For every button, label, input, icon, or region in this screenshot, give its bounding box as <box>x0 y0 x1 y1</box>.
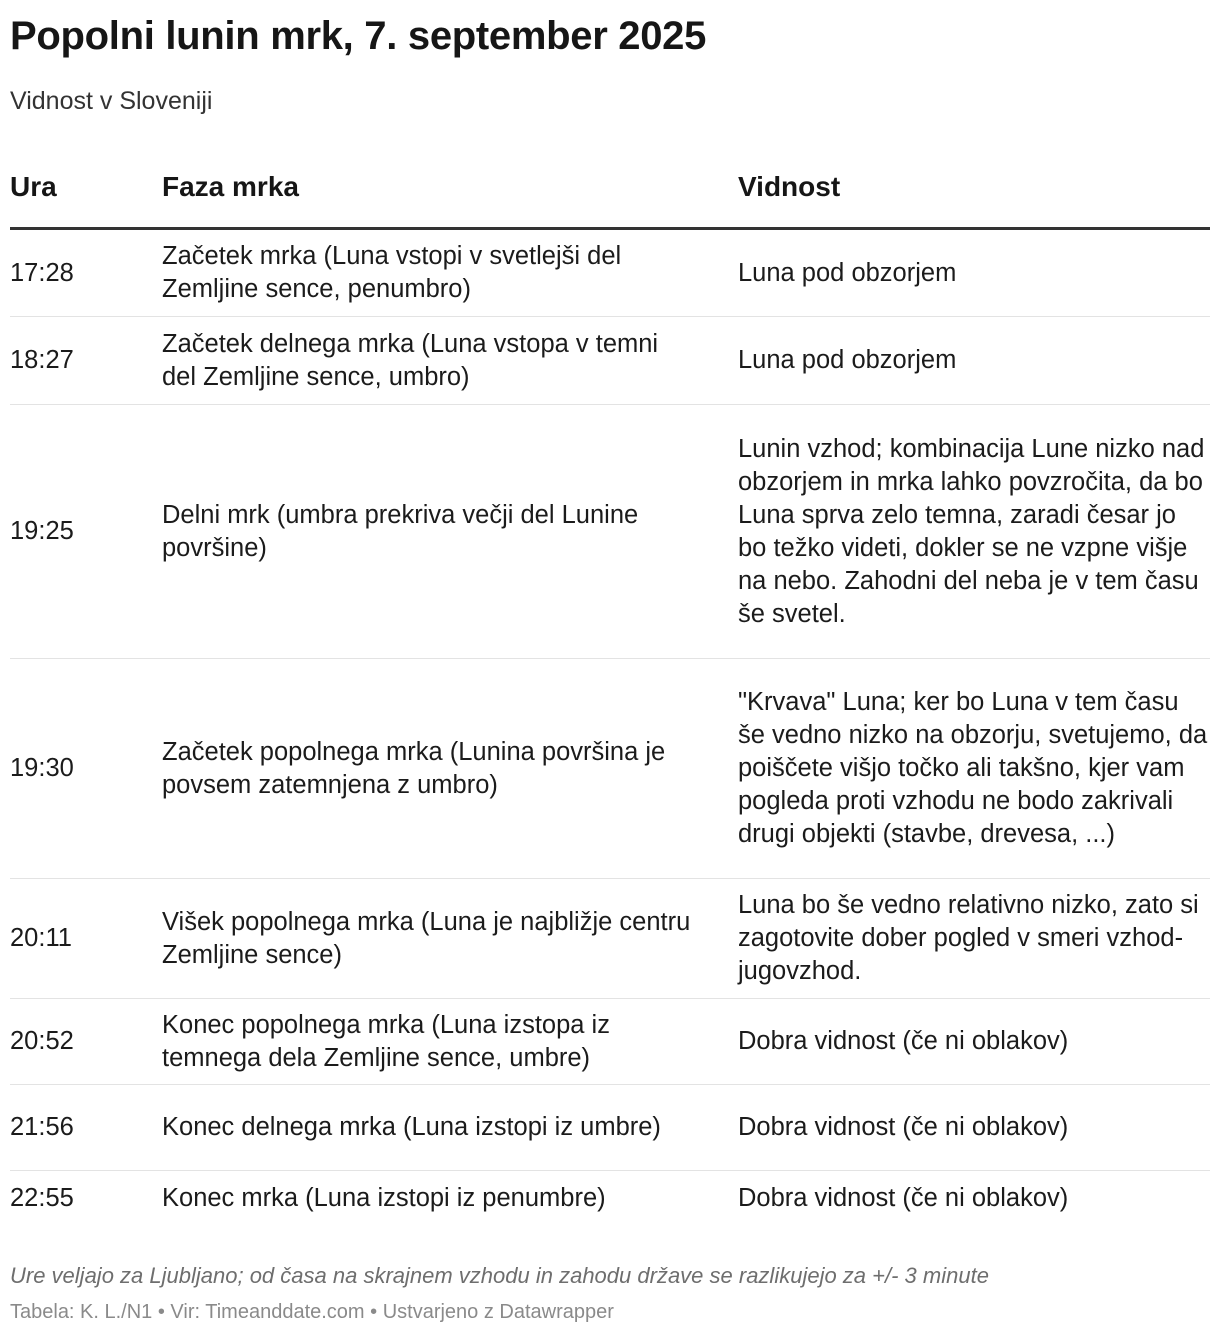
table-header-row <box>10 171 1210 229</box>
cell-visibility: Dobra vidnost (če ni oblakov) <box>738 1184 1069 1213</box>
column-header-phase[interactable]: Faza mrka <box>162 171 738 229</box>
page-title: Popolni lunin mrk, 7. september 2025 <box>10 14 707 58</box>
cell-phase: Konec mrka (Luna izstopi iz penumbre) <box>162 1184 606 1213</box>
cell-phase: Delni mrk (umbra prekriva večji del Lunine površine) <box>162 405 738 659</box>
cell-phase: Začetek mrka (Luna vstopi v svetlejši del Zemljine sence, penumbro) <box>162 229 738 317</box>
cell-phase: Višek popolnega mrka (Luna je najbližje centru Zemljine sence) <box>162 879 738 999</box>
table-row <box>10 229 1210 317</box>
table-row <box>10 317 1210 405</box>
cell-visibility: "Krvava" Luna; ker bo Luna v tem času še vedno nizko na obzorju, svetujemo, da poiščete višjo točko ali takšno, kjer vam pogleda proti vzhodu ne bodo zakrivali drugi objekti (stavbe, drevesa, ...) <box>738 659 1210 879</box>
cell-time: 22:55 <box>10 1184 74 1213</box>
cell-time: 20:11 <box>10 879 162 999</box>
cell-phase: Začetek popolnega mrka (Lunina površina je povsem zatemnjena z umbro) <box>162 659 738 879</box>
cell-visibility: Luna pod obzorjem <box>738 317 1210 405</box>
cell-phase: Konec delnega mrka (Luna izstopi iz umbre) <box>162 1085 738 1171</box>
table-row <box>10 879 1210 999</box>
cell-visibility: Luna bo še vedno relativno nizko, zato si zagotovite dober pogled v smeri vzhod-jugovzhod. <box>738 879 1210 999</box>
page-subtitle: Vidnost v Sloveniji <box>10 87 213 115</box>
cell-phase: Začetek delnega mrka (Luna vstopa v temni del Zemljine sence, umbro) <box>162 317 738 405</box>
cell-time: 19:30 <box>10 659 162 879</box>
cell-time: 19:25 <box>10 405 162 659</box>
cell-visibility: Lunin vzhod; kombinacija Lune nizko nad obzorjem in mrka lahko povzročita, da bo Luna sprva zelo temna, zaradi česar jo bo težko videti, dokler se ne vzpne višje na nebo. Zahodni del neba je v tem času še svetel. <box>738 405 1210 659</box>
eclipse-table <box>10 171 1210 1227</box>
cell-visibility: Dobra vidnost (če ni oblakov) <box>738 1085 1210 1171</box>
cell-time: 17:28 <box>10 229 162 317</box>
table-row <box>10 659 1210 879</box>
cell-time: 21:56 <box>10 1085 162 1171</box>
column-header-time[interactable]: Ura <box>10 171 162 229</box>
cell-time: 20:52 <box>10 999 162 1085</box>
table-row <box>10 1085 1210 1171</box>
cell-visibility: Luna pod obzorjem <box>738 229 1210 317</box>
table-row <box>10 1171 1210 1227</box>
column-header-visibility[interactable]: Vidnost <box>738 171 1210 229</box>
table-notes: Ure veljajo za Ljubljano; od časa na skrajnem vzhodu in zahodu države se razlikujejo za +/- 3 minute <box>10 1263 989 1288</box>
source-line: Tabela: K. L./N1 • Vir: Timeanddate.com • Ustvarjeno z Datawrapper <box>10 1301 614 1323</box>
cell-phase: Konec popolnega mrka (Luna izstopa iz temnega dela Zemljine sence, umbre) <box>162 999 738 1085</box>
table-row <box>10 405 1210 659</box>
cell-time: 18:27 <box>10 317 162 405</box>
chart-container <box>10 0 1210 1227</box>
table-row <box>10 999 1210 1085</box>
cell-visibility: Dobra vidnost (če ni oblakov) <box>738 999 1210 1085</box>
